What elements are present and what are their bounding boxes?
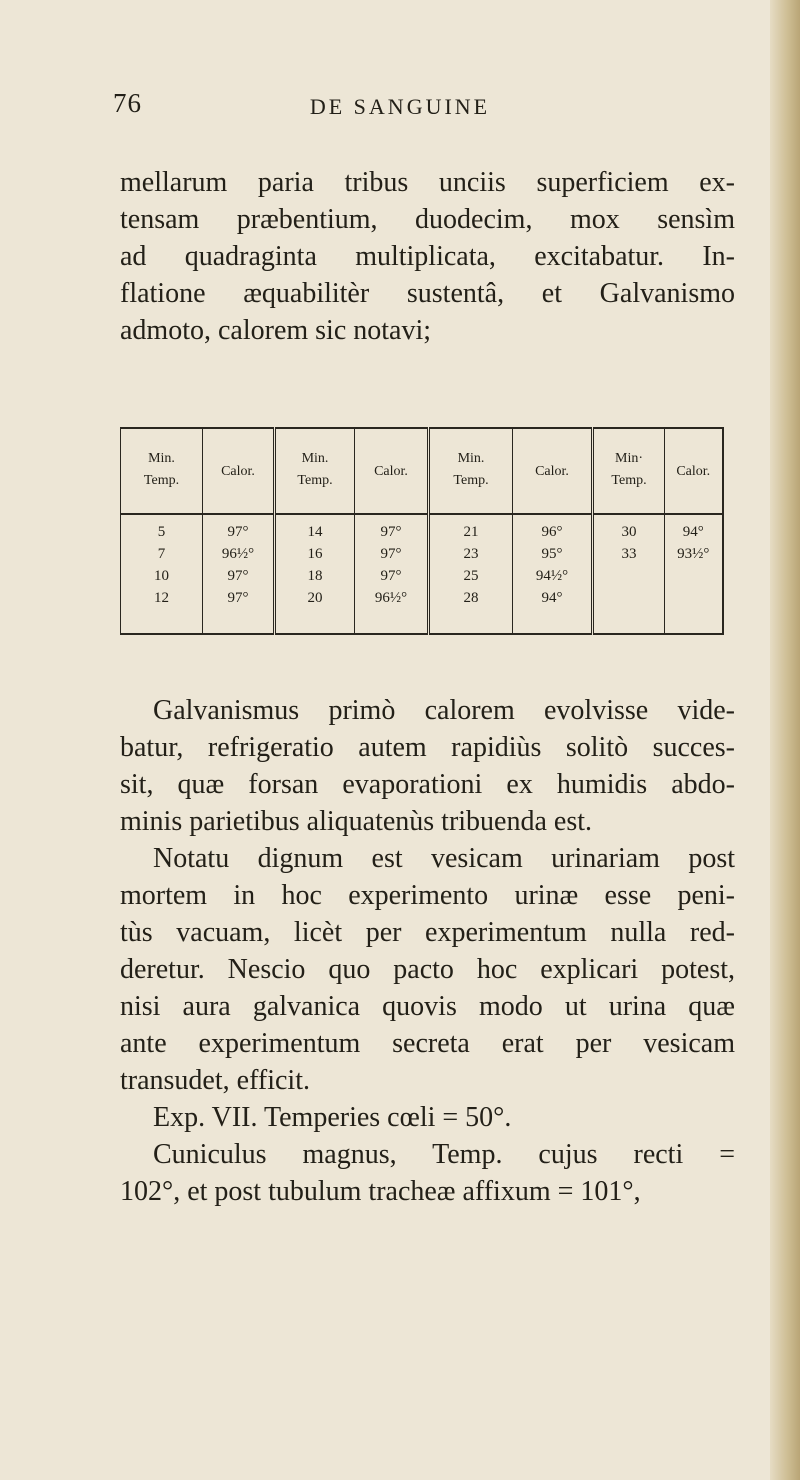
text-line: tensam præbentium, duodecim, mox sensìm <box>120 204 735 235</box>
temperature-table <box>120 427 724 635</box>
column-header-min-temp: Min. Temp. <box>275 428 355 514</box>
table-row <box>121 514 723 634</box>
paragraph-body <box>120 692 735 1210</box>
min-temp-cell: 21 23 25 28 <box>429 514 513 634</box>
column-header-min-temp: Min. Temp. <box>121 428 203 514</box>
text-line: flatione æquabilitèr sustentâ, et Galvanismo <box>120 278 735 309</box>
text-line: sit, quæ forsan evaporationi ex humidis abdo- <box>120 769 735 800</box>
text-line: ante experimentum secreta erat per vesicam <box>120 1028 735 1059</box>
page-edge-shading <box>770 0 800 1480</box>
calor-cell: 97° 97° 97° 96½° <box>355 514 429 634</box>
text-line: mellarum paria tribus unciis superficiem ex- <box>120 167 735 198</box>
running-head: DE SANGUINE <box>309 94 491 119</box>
table-header-row <box>121 428 723 514</box>
calor-cell: 94° 93½° <box>677 524 710 562</box>
column-header-calor: Calor. <box>665 428 723 514</box>
text-line: Cuniculus magnus, Temp. cujus recti = <box>153 1139 735 1170</box>
text-line: ad quadraginta multiplicata, excitabatur. In- <box>120 241 735 272</box>
text-line: admoto, calorem sic notavi; <box>120 315 432 346</box>
text-line: 102°, et post tubulum tracheæ affixum = 101°, <box>120 1176 641 1207</box>
text-line: mortem in hoc experimento urinæ esse peni- <box>120 880 735 911</box>
text-line: tùs vacuam, licèt per experimentum nulla red- <box>120 917 735 948</box>
page-number: 76 <box>113 88 142 118</box>
text-line: Exp. VII. Temperies cœli = 50°. <box>153 1102 512 1133</box>
column-header-min-temp: Min· Temp. <box>593 428 665 514</box>
column-header-min-temp: Min. Temp. <box>429 428 513 514</box>
paragraph-intro <box>120 164 735 349</box>
text-line: transudet, efficit. <box>120 1065 310 1096</box>
text-line: nisi aura galvanica quovis modo ut urina quæ <box>120 991 735 1022</box>
min-temp-cell: 5 7 10 12 <box>121 514 203 634</box>
text-line: batur, refrigeratio autem rapidiùs solitò succes- <box>120 732 735 763</box>
text-line: Notatu dignum est vesicam urinariam post <box>153 843 735 874</box>
text-line: Galvanismus primò calorem evolvisse vide- <box>153 695 735 726</box>
calor-cell: 97° 96½° 97° 97° <box>203 514 275 634</box>
column-header-calor: Calor. <box>203 428 275 514</box>
text-line: deretur. Nescio quo pacto hoc explicari potest, <box>120 954 735 985</box>
min-temp-cell: 14 16 18 20 <box>275 514 355 634</box>
column-header-calor: Calor. <box>355 428 429 514</box>
text-line: minis parietibus aliquatenùs tribuenda est. <box>120 806 593 837</box>
calor-cell: 96° 95° 94½° 94° <box>513 514 593 634</box>
min-temp-cell: 30 33 <box>593 514 665 634</box>
column-header-calor: Calor. <box>513 428 593 514</box>
